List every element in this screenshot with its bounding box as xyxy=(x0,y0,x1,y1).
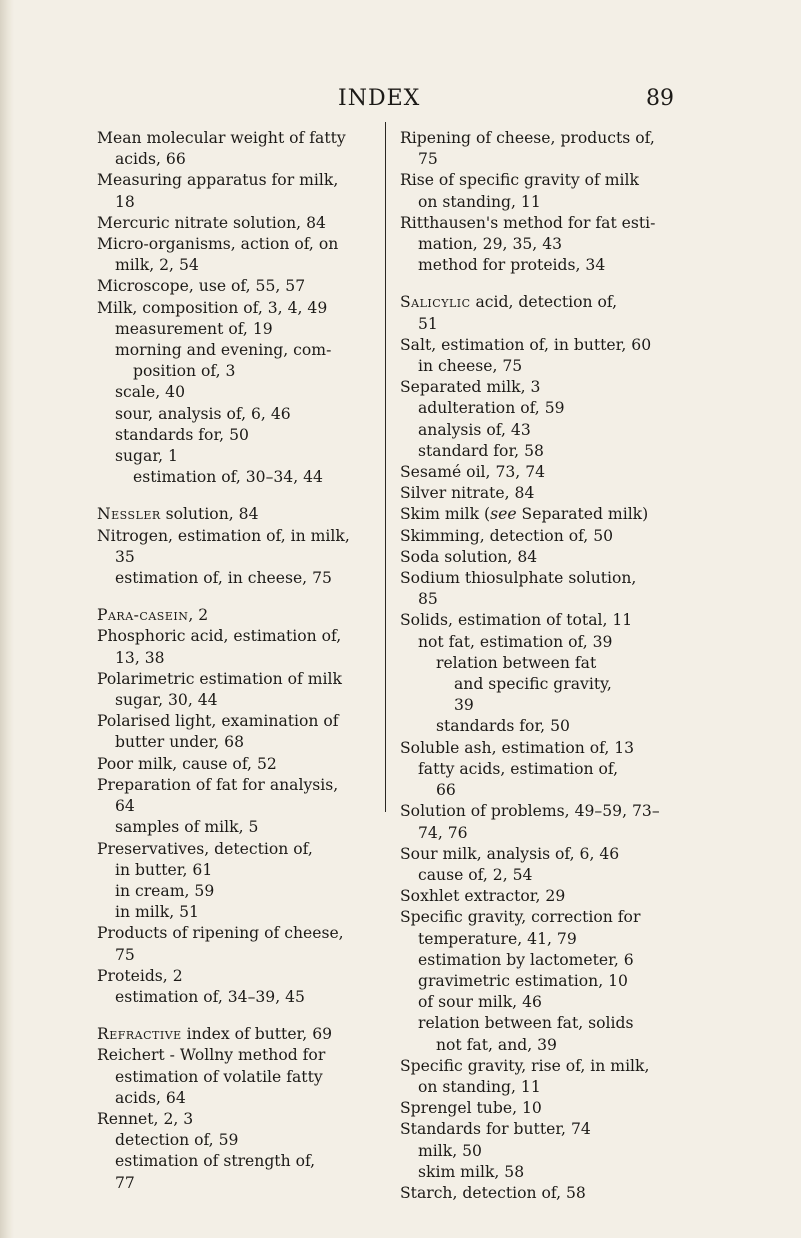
index-entry: Preservatives, detection of, xyxy=(97,839,313,858)
index-subentry: of sour milk, 46 xyxy=(418,993,542,1012)
letter-section-gap xyxy=(400,276,692,292)
page-header xyxy=(0,86,801,116)
index-entry: Polarised light, examination of xyxy=(97,712,339,731)
index-entry: Mercuric nitrate solution, 84 xyxy=(97,213,326,232)
index-subentry: measurement of, 19 xyxy=(115,319,273,338)
index-entry: Separated milk, 3 xyxy=(400,378,541,397)
index-subentry: milk, 2, 54 xyxy=(115,256,199,275)
index-entry: Milk, composition of, 3, 4, 49 xyxy=(97,298,328,317)
letter-section-gap xyxy=(97,1008,379,1024)
index-subentry: and specific gravity, xyxy=(454,675,612,694)
column-divider xyxy=(385,122,386,812)
index-subentry: on standing, 11 xyxy=(418,192,541,211)
index-entry: Silver nitrate, 84 xyxy=(400,484,535,503)
index-entry: Products of ripening of cheese, xyxy=(97,924,344,943)
index-subentry: standard for, 58 xyxy=(418,441,544,460)
index-subentry: 35 xyxy=(115,547,135,566)
index-subentry: morning and evening, com- xyxy=(115,341,332,360)
index-subentry: scale, 40 xyxy=(115,383,186,402)
index-column-right xyxy=(400,128,692,1204)
index-subentry: 51 xyxy=(418,314,438,333)
index-subentry: milk, 50 xyxy=(418,1141,482,1160)
index-subentry: 74, 76 xyxy=(418,823,468,842)
index-entry: Polarimetric estimation of milk xyxy=(97,669,342,688)
index-subentry: cause of, 2, 54 xyxy=(418,865,533,884)
index-entry: Refractive index of butter, 69 xyxy=(97,1025,333,1044)
index-entry: Soluble ash, estimation of, 13 xyxy=(400,738,635,757)
index-entry: Ripening of cheese, products of, xyxy=(400,129,655,147)
index-subentry: 64 xyxy=(115,797,135,816)
page-number: 89 xyxy=(646,86,674,111)
index-subentry: sour, analysis of, 6, 46 xyxy=(115,404,291,423)
index-subentry: 18 xyxy=(115,192,135,211)
index-entry: Para-casein, 2 xyxy=(97,606,209,625)
index-entry: Specific gravity, rise of, in milk, xyxy=(400,1056,650,1075)
index-entry: Skim milk (see Separated milk) xyxy=(400,505,649,524)
letter-section-gap xyxy=(97,589,379,605)
index-subentry: sugar, 30, 44 xyxy=(115,691,218,710)
index-subentry: 13, 38 xyxy=(115,648,165,667)
index-subentry: acids, 66 xyxy=(115,150,186,169)
index-subentry: in cheese, 75 xyxy=(418,357,523,376)
index-subentry: 75 xyxy=(418,150,438,169)
index-entry: Sprengel tube, 10 xyxy=(400,1099,542,1118)
index-subentry: analysis of, 43 xyxy=(418,420,531,439)
index-entry: Sodium thiosulphate solution, xyxy=(400,569,637,588)
index-entry: Proteids, 2 xyxy=(97,966,183,985)
index-entry: Sesamé oil, 73, 74 xyxy=(400,463,546,482)
index-subentry: on standing, 11 xyxy=(418,1077,541,1096)
index-entry: Nessler solution, 84 xyxy=(97,505,259,524)
index-entry: Starch, detection of, 58 xyxy=(400,1183,586,1202)
index-subentry: in butter, 61 xyxy=(115,860,213,879)
index-entry: Microscope, use of, 55, 57 xyxy=(97,277,306,296)
index-subentry: standards for, 50 xyxy=(436,717,570,736)
index-subentry: gravimetric estimation, 10 xyxy=(418,971,628,990)
index-entry: Solution of problems, 49–59, 73– xyxy=(400,802,660,821)
index-entry: Rise of specific gravity of milk xyxy=(400,171,639,190)
index-subentry: skim milk, 58 xyxy=(418,1162,525,1181)
index-entry: Salt, estimation of, in butter, 60 xyxy=(400,335,652,354)
index-entry: Nitrogen, estimation of, in milk, xyxy=(97,526,350,545)
index-subentry: estimation of strength of, xyxy=(115,1152,316,1171)
index-subentry: in cream, 59 xyxy=(115,881,215,900)
index-subentry: position of, 3 xyxy=(133,362,236,381)
index-subentry: estimation by lactometer, 6 xyxy=(418,950,634,969)
index-entry: Soda solution, 84 xyxy=(400,547,538,566)
index-subentry: estimation of volatile fatty xyxy=(115,1067,323,1086)
index-subentry: fatty acids, estimation of, xyxy=(418,759,619,778)
index-entry: Solids, estimation of total, 11 xyxy=(400,611,633,630)
index-column-left xyxy=(97,128,379,1194)
page-edge-shadow xyxy=(0,0,14,1238)
index-subentry: estimation of, in cheese, 75 xyxy=(115,569,332,588)
index-subentry: in milk, 51 xyxy=(115,903,199,922)
index-subentry: relation between fat xyxy=(436,653,597,672)
index-entry: Ritthausen's method for fat esti- xyxy=(400,213,656,232)
index-entry: Standards for butter, 74 xyxy=(400,1120,591,1139)
index-entry: Reichert - Wollny method for xyxy=(97,1046,326,1065)
index-subentry: 66 xyxy=(436,781,456,800)
letter-section-gap xyxy=(97,488,379,504)
index-entry: Phosphoric acid, estimation of, xyxy=(97,627,342,646)
index-entry: Specific gravity, correction for xyxy=(400,908,641,927)
index-subentry: 77 xyxy=(115,1173,135,1192)
index-subentry: 75 xyxy=(115,945,135,964)
index-subentry: 85 xyxy=(418,590,438,609)
index-entry: Skimming, detection of, 50 xyxy=(400,526,614,545)
index-subentry: temperature, 41, 79 xyxy=(418,929,577,948)
index-subentry: method for proteids, 34 xyxy=(418,256,606,275)
index-subentry: 39 xyxy=(454,696,474,715)
index-subentry: estimation of, 34–39, 45 xyxy=(115,987,305,1006)
index-subentry: not fat, estimation of, 39 xyxy=(418,632,613,651)
index-subentry: acids, 64 xyxy=(115,1088,186,1107)
index-entry: Salicylic acid, detection of, xyxy=(400,293,618,312)
index-entry: Sour milk, analysis of, 6, 46 xyxy=(400,844,620,863)
index-entry: Measuring apparatus for milk, xyxy=(97,171,339,190)
index-subentry: not fat, and, 39 xyxy=(436,1035,557,1054)
index-subentry: detection of, 59 xyxy=(115,1131,239,1150)
index-entry: Preparation of fat for analysis, xyxy=(97,775,339,794)
index-subentry: butter under, 68 xyxy=(115,733,244,752)
index-subentry: relation between fat, solids xyxy=(418,1014,634,1033)
index-entry: Soxhlet extractor, 29 xyxy=(400,887,566,906)
index-subentry: standards for, 50 xyxy=(115,425,249,444)
index-subentry: adulteration of, 59 xyxy=(418,399,565,418)
index-entry: Micro-organisms, action of, on xyxy=(97,235,339,254)
index-entry: Rennet, 2, 3 xyxy=(97,1109,194,1128)
index-subentry: mation, 29, 35, 43 xyxy=(418,235,563,254)
page-title: INDEX xyxy=(338,86,421,111)
index-subentry: sugar, 1 xyxy=(115,447,178,466)
index-entry: Mean molecular weight of fatty xyxy=(97,129,346,147)
index-subentry: estimation of, 30–34, 44 xyxy=(133,468,323,487)
index-entry: Poor milk, cause of, 52 xyxy=(97,754,277,773)
index-subentry: samples of milk, 5 xyxy=(115,818,259,837)
